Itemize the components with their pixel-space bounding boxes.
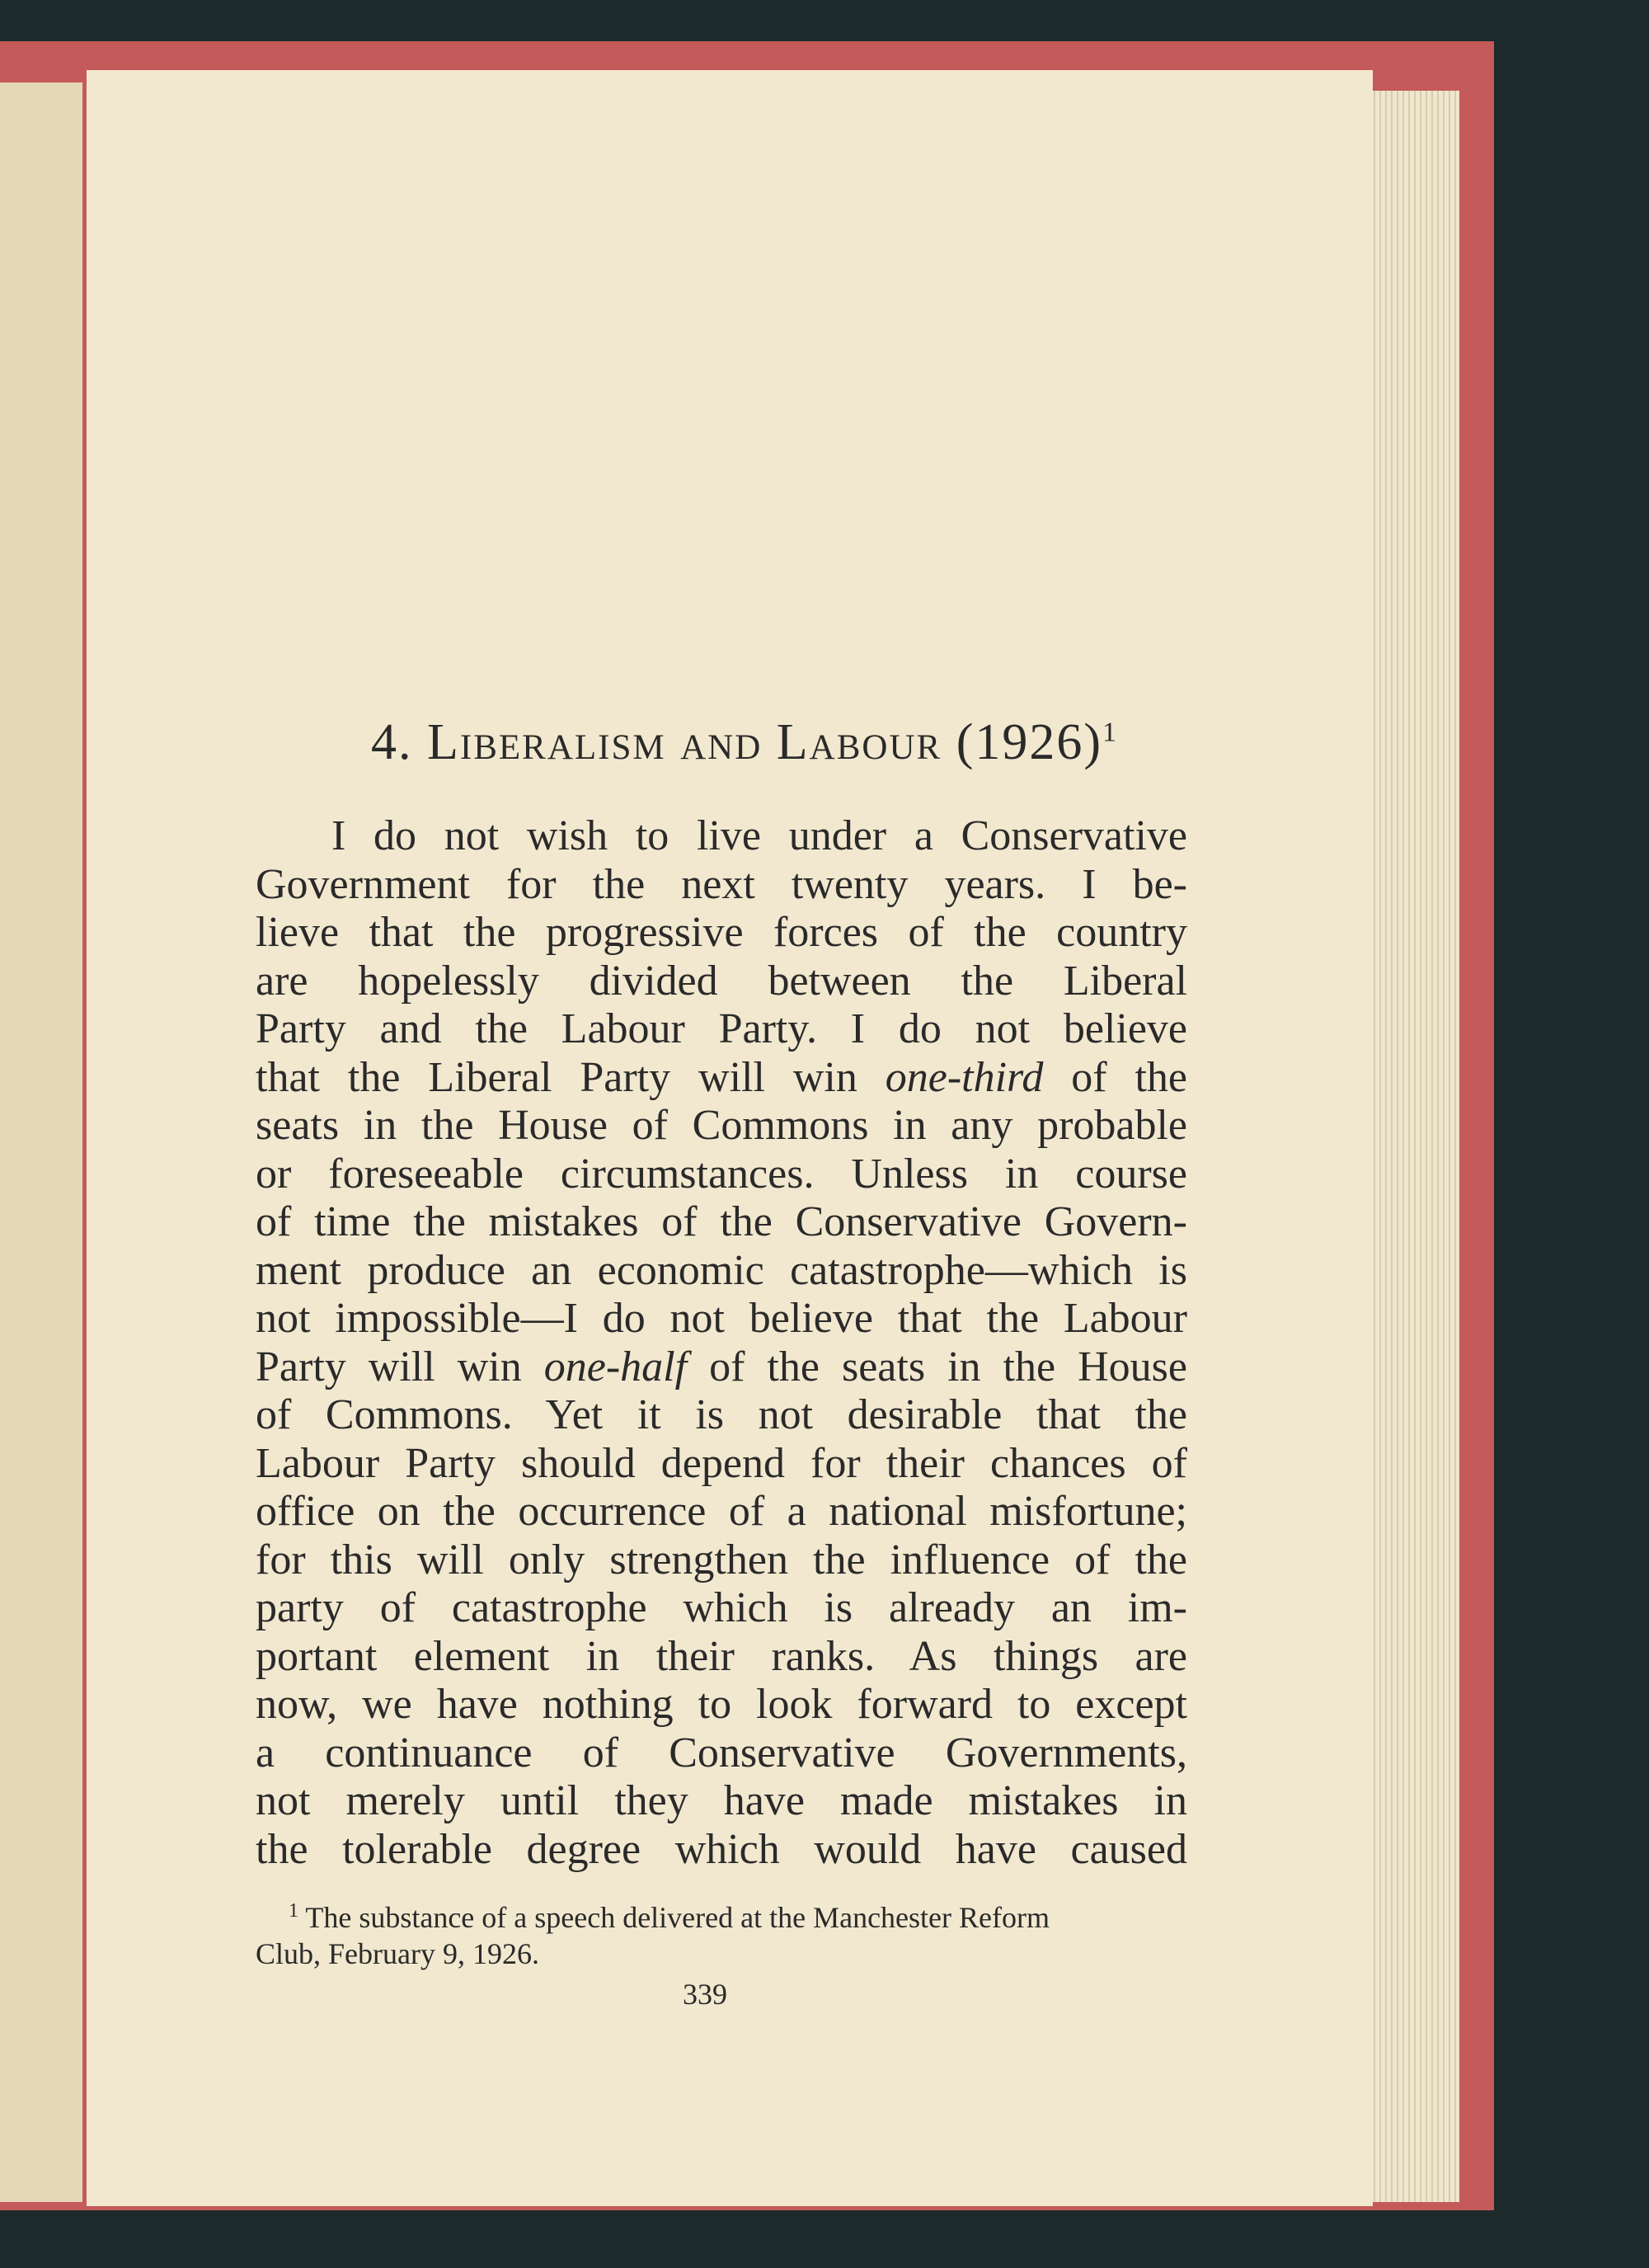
- body-line: not merely until they have made mistakes in: [256, 1777, 1187, 1824]
- body-line: a continuance of Conservative Governments,: [256, 1729, 1187, 1776]
- body-line: are hopelessly divided between the Liberal: [256, 957, 1187, 1005]
- chapter-title-word-1: Liberalism: [427, 714, 666, 770]
- page-number: 339: [683, 1978, 727, 2011]
- footnote-line-2: Club, February 9, 1926.: [256, 1937, 539, 1970]
- footnote: [256, 1893, 1187, 1972]
- body-line: Labour Party should depend for their chances of: [256, 1439, 1187, 1487]
- body-line: not impossible—I do not believe that the Labour: [256, 1295, 1187, 1342]
- body-line: ment produce an economic catastrophe—which is: [256, 1246, 1187, 1294]
- body-line: of Commons. Yet it is not desirable that the: [256, 1391, 1187, 1438]
- body-line: or foreseeable circumstances. Unless in course: [256, 1150, 1187, 1198]
- body-line-start: Party will win: [256, 1343, 522, 1390]
- body-line: party of catastrophe which is already an im-: [256, 1584, 1187, 1631]
- chapter-number: 4.: [371, 714, 413, 770]
- body-line: for this will only strengthen the influence of the: [256, 1536, 1187, 1583]
- body-line-start: that the Liberal Party will win: [256, 1053, 857, 1101]
- chapter-title: [371, 713, 1196, 772]
- body-text: [256, 812, 1187, 1874]
- chapter-footnote-mark: 1: [1102, 717, 1118, 748]
- body-line: of time the mistakes of the Conservative Govern-: [256, 1198, 1187, 1245]
- body-line-with-italic: [256, 1054, 1187, 1103]
- body-line: lieve that the progressive forces of the country: [256, 909, 1187, 956]
- book-page: [87, 70, 1373, 2206]
- footnote-mark: 1: [289, 1900, 298, 1922]
- chapter-year: (1926): [956, 714, 1102, 770]
- footnote-text-1: The substance of a speech delivered at the Manchester Reform: [305, 1901, 1050, 1934]
- left-page-edge: [0, 82, 82, 2202]
- body-line: office on the occurrence of a national misfortune;: [256, 1488, 1187, 1535]
- body-line: I do not wish to live under a Conservative: [331, 812, 1187, 859]
- body-line: Government for the next twenty years. I be-: [256, 860, 1187, 908]
- chapter-title-word-3: Labour: [776, 714, 942, 770]
- italic-one-half: one-half: [543, 1343, 688, 1390]
- footnote-line-1: [256, 1893, 1187, 1936]
- body-line: Party and the Labour Party. I do not believe: [256, 1005, 1187, 1052]
- body-line: portant element in their ranks. As things are: [256, 1632, 1187, 1680]
- italic-one-third: one-third: [885, 1053, 1044, 1101]
- body-line-end: of the: [1071, 1053, 1187, 1101]
- body-line: the tolerable degree which would have caused: [256, 1825, 1187, 1873]
- chapter-title-word-2: and: [680, 714, 763, 770]
- body-line-with-italic: [256, 1343, 1187, 1392]
- body-line-end: of the seats in the House: [709, 1343, 1187, 1390]
- body-line: seats in the House of Commons in any probable: [256, 1102, 1187, 1149]
- body-line: now, we have nothing to look forward to except: [256, 1681, 1187, 1728]
